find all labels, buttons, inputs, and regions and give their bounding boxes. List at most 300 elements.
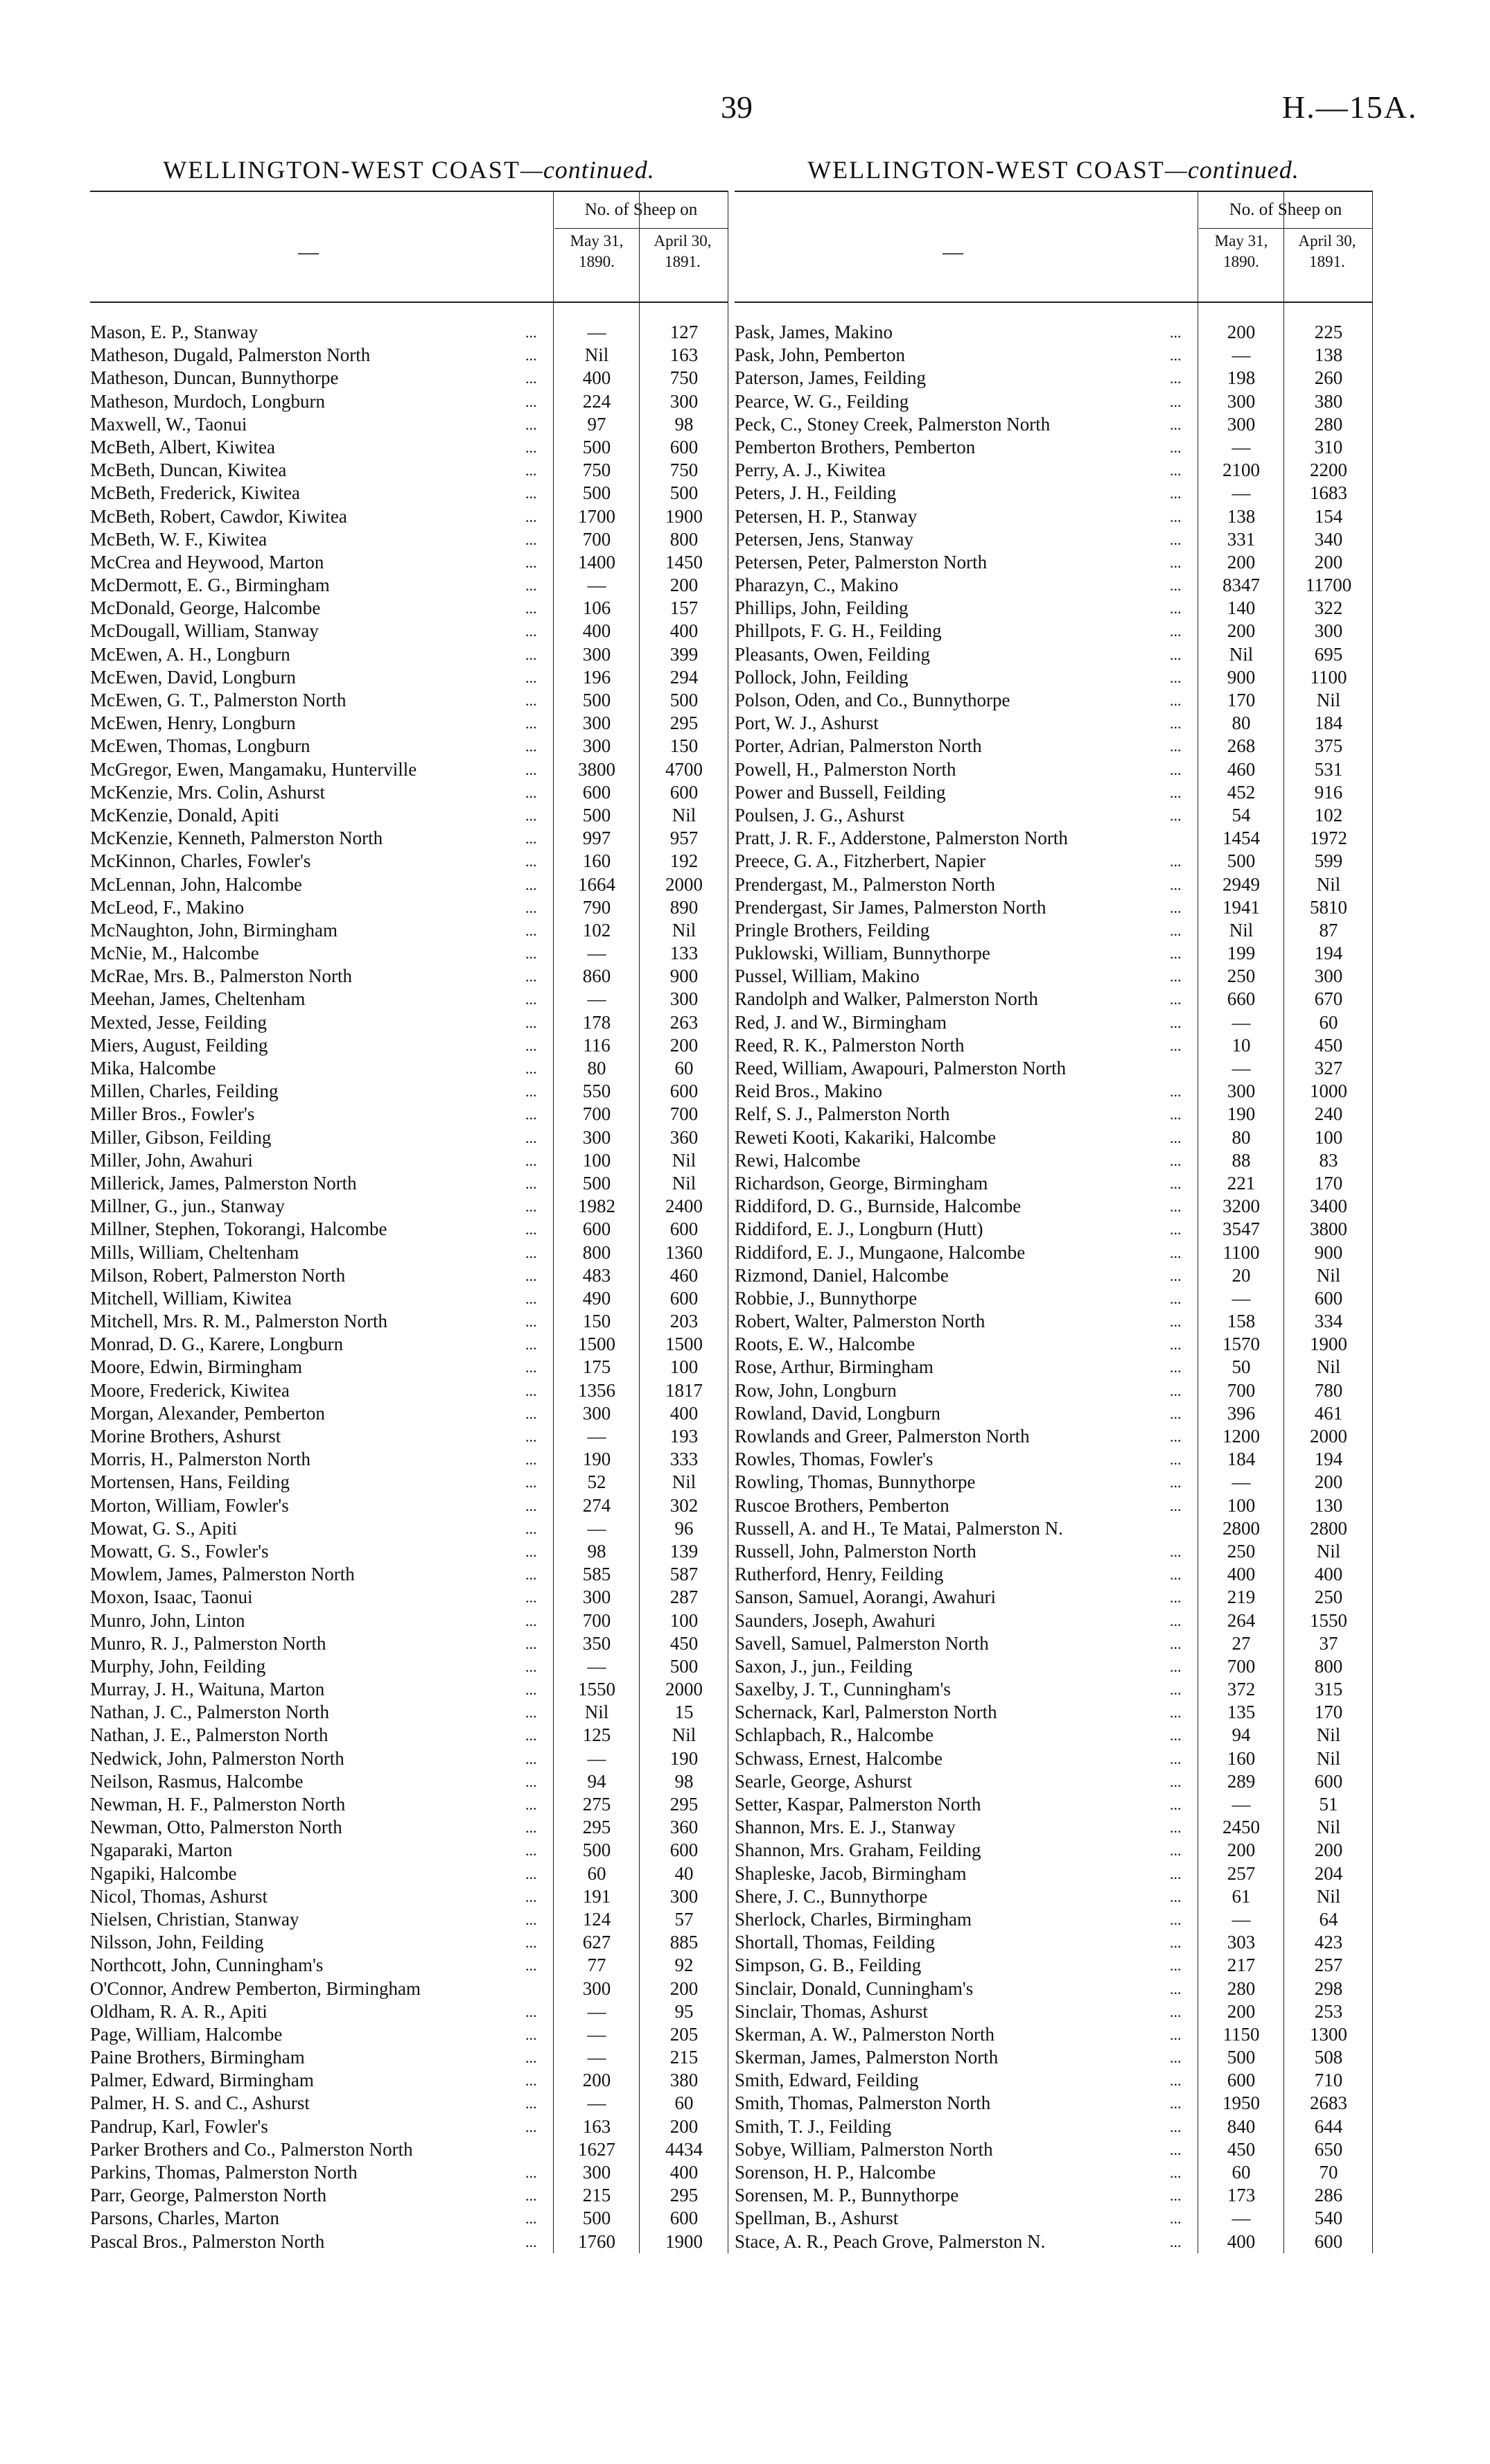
sheep-count-1890: 1950 xyxy=(1222,2092,1260,2114)
table-row xyxy=(90,344,728,367)
sheep-count-1890: 550 xyxy=(582,1081,611,1102)
sheep-count-1890: 452 xyxy=(1227,781,1256,803)
sheep-count-1891: 260 xyxy=(1314,367,1343,389)
sheep-count-1891: 225 xyxy=(1314,322,1343,342)
sheep-count-1890: 52 xyxy=(587,1471,606,1493)
sheep-count-1890: 135 xyxy=(1227,1702,1256,1723)
table-row xyxy=(735,1931,1372,1954)
sheep-count-1890: 1150 xyxy=(1222,2023,1260,2045)
owner-name: Miers, August, Feilding xyxy=(90,1034,268,1056)
owner-name: Moore, Edwin, Birmingham xyxy=(90,1356,302,1378)
table-row xyxy=(735,1379,1372,1402)
table-row xyxy=(735,1747,1372,1770)
owner-name: Setter, Kaspar, Palmerston North xyxy=(735,1794,981,1815)
owner-name: Millner, Stephen, Tokorangi, Halcombe xyxy=(90,1218,387,1240)
sheep-count-1891: 310 xyxy=(1314,436,1343,457)
leader-dots: ... xyxy=(525,347,537,365)
sheep-count-1891: 170 xyxy=(1314,1702,1343,1723)
table-row xyxy=(90,1080,728,1103)
owner-name: Newman, H. F., Palmerston North xyxy=(90,1794,346,1815)
table-row xyxy=(735,2138,1372,2161)
sheep-count-1890: 1200 xyxy=(1222,1426,1260,1447)
leader-dots: ... xyxy=(1170,1589,1182,1607)
leader-dots: ... xyxy=(1170,1910,1182,1928)
owner-name: Pussel, William, Makino xyxy=(735,965,920,987)
owner-name: Port, W. J., Ashurst xyxy=(735,713,879,734)
sheep-count-1890: 450 xyxy=(1227,2138,1256,2160)
sheep-count-1890: 600 xyxy=(1227,2070,1256,2091)
owner-name: Petersen, Jens, Stanway xyxy=(735,528,913,550)
leader-dots: ... xyxy=(525,806,537,824)
sheep-count-1891: 540 xyxy=(1314,2208,1343,2229)
leader-dots: ... xyxy=(525,1474,537,1492)
right-column xyxy=(735,149,1372,2253)
table-row xyxy=(735,1241,1372,1264)
table-row xyxy=(90,1885,728,1908)
owner-name: Munro, John, Linton xyxy=(90,1609,245,1631)
sheep-count-1890: — xyxy=(1232,1908,1251,1930)
table-row xyxy=(90,1287,728,1310)
leader-dots: ... xyxy=(1170,1174,1182,1192)
owner-name: Oldham, R. A. R., Apiti xyxy=(90,2000,268,2022)
table-row xyxy=(90,2000,728,2023)
sheep-count-1890: 1400 xyxy=(578,551,615,573)
table-row xyxy=(90,574,728,597)
sheep-count-1890: — xyxy=(1232,344,1251,366)
owner-name: Mika, Halcombe xyxy=(90,1058,216,1078)
leader-dots: ... xyxy=(1170,875,1182,893)
sheep-count-1891: 154 xyxy=(1314,505,1343,527)
leader-dots: ... xyxy=(525,1496,537,1514)
sheep-count-1890: 217 xyxy=(1227,1955,1256,1976)
sheep-count-1890: 1100 xyxy=(1222,1241,1260,1263)
sheep-count-1890: 860 xyxy=(582,965,611,987)
leader-dots: ... xyxy=(1170,1496,1182,1514)
table-row xyxy=(90,321,728,344)
sheep-count-1891: 670 xyxy=(1314,988,1343,1010)
sheep-count-1890: 500 xyxy=(1227,850,1256,872)
leader-dots: ... xyxy=(525,1589,537,1607)
leader-dots: ... xyxy=(1170,1198,1182,1216)
sheep-count-1890: 300 xyxy=(582,735,611,757)
leader-dots: ... xyxy=(525,2095,537,2113)
table-row xyxy=(735,1678,1372,1701)
sheep-count-1891: 193 xyxy=(669,1426,699,1447)
owner-name: Sherlock, Charles, Birmingham xyxy=(735,1908,972,1930)
leader-dots: ... xyxy=(1170,1313,1182,1331)
sheep-count-1891: Nil xyxy=(672,1149,696,1171)
table-row xyxy=(735,2115,1372,2138)
column-rule xyxy=(553,191,554,2253)
leader-dots: ... xyxy=(525,1013,537,1031)
owner-name: McKinnon, Charles, Fowler's xyxy=(90,850,311,872)
sheep-count-1891: 100 xyxy=(669,1609,699,1631)
sheep-count-1891: 204 xyxy=(1314,1862,1343,1884)
sheep-count-1890: — xyxy=(587,322,606,342)
table-row xyxy=(90,459,728,482)
sheep-count-1891: 250 xyxy=(1314,1587,1343,1608)
owner-name: Peck, C., Stoney Creek, Palmerston North xyxy=(735,413,1051,435)
owner-name: Moxon, Isaac, Taonui xyxy=(90,1587,253,1608)
leader-dots: ... xyxy=(525,1128,537,1146)
leader-dots: ... xyxy=(1170,2164,1182,2181)
sheep-count-1890: 102 xyxy=(582,919,611,941)
owner-name: Mexted, Jesse, Feilding xyxy=(90,1011,267,1033)
table-row xyxy=(735,1839,1372,1862)
sheep-count-1891: 194 xyxy=(1314,943,1343,964)
sheep-count-1891: 60 xyxy=(674,1058,694,1078)
sheep-count-1891: 2000 xyxy=(1310,1426,1347,1447)
sheep-count-1891: 334 xyxy=(1314,1311,1343,1332)
owner-name: Porter, Adrian, Palmerston North xyxy=(735,735,982,757)
table-row xyxy=(90,1563,728,1586)
owner-name: Puklowski, William, Bunnythorpe xyxy=(735,943,990,964)
table-row xyxy=(90,1724,728,1747)
table-row xyxy=(735,712,1372,735)
sheep-count-1891: 780 xyxy=(1314,1379,1343,1401)
owner-name: Sobye, William, Palmerston North xyxy=(735,2138,993,2160)
sheep-count-1891: Nil xyxy=(672,919,696,941)
leader-dots: ... xyxy=(1170,1634,1182,1652)
sheep-count-1890: 300 xyxy=(1227,1081,1256,1102)
sheep-count-1891: 280 xyxy=(1314,413,1343,435)
table-row xyxy=(90,1494,728,1517)
sheep-count-1891: 92 xyxy=(674,1955,694,1976)
sheep-count-1890: 500 xyxy=(582,690,611,710)
leader-dots: ... xyxy=(1170,1036,1182,1054)
table-row xyxy=(90,1908,728,1931)
table-row xyxy=(735,1103,1372,1126)
table-row xyxy=(90,827,728,850)
sheep-count-1891: 400 xyxy=(669,620,699,642)
table-row xyxy=(90,1931,728,1954)
owner-name: Ruscoe Brothers, Pemberton xyxy=(735,1494,949,1516)
table-row xyxy=(90,413,728,436)
sheep-count-1891: 184 xyxy=(1314,713,1343,734)
leader-dots: ... xyxy=(525,645,537,663)
leader-dots: ... xyxy=(525,484,537,503)
owner-name: Parr, George, Palmerston North xyxy=(90,2185,327,2206)
leader-dots: ... xyxy=(1170,1381,1182,1399)
leader-dots: ... xyxy=(1170,1819,1182,1837)
sheep-count-1890: 190 xyxy=(582,1449,611,1470)
sheep-count-1890: 1982 xyxy=(578,1196,615,1217)
sheep-count-1890: — xyxy=(587,575,606,596)
owner-name: Milson, Robert, Palmerston North xyxy=(90,1264,346,1286)
table-row xyxy=(90,436,728,459)
leader-dots: ... xyxy=(525,1887,537,1905)
table-row xyxy=(735,1471,1372,1494)
table-row xyxy=(90,1793,728,1816)
owner-name: Smith, Edward, Feilding xyxy=(735,2070,919,2091)
leader-dots: ... xyxy=(1170,645,1182,663)
sheep-count-1891: 130 xyxy=(1314,1494,1343,1516)
table-row xyxy=(90,781,728,804)
sheep-count-1891: 295 xyxy=(669,2185,699,2206)
leader-dots: ... xyxy=(525,369,537,387)
leader-dots: ... xyxy=(1170,462,1182,480)
table-row xyxy=(735,367,1372,390)
sheep-count-1891: 500 xyxy=(669,690,699,710)
owner-name: Rowles, Thomas, Fowler's xyxy=(735,1449,934,1470)
sheep-count-1890: 2450 xyxy=(1222,1817,1260,1838)
sheep-count-1891: 900 xyxy=(1314,1241,1343,1263)
owner-name: Paine Brothers, Birmingham xyxy=(90,2047,305,2068)
owner-name: Savell, Samuel, Palmerston North xyxy=(735,1632,989,1654)
table-row xyxy=(735,1540,1372,1563)
sheep-count-1890: 790 xyxy=(582,896,611,918)
sheep-count-1890: 215 xyxy=(582,2185,611,2206)
owner-name: McBeth, Duncan, Kiwitea xyxy=(90,460,287,481)
sheep-count-1890: 54 xyxy=(1232,804,1251,825)
leader-dots: ... xyxy=(1170,1657,1182,1675)
section-title-suffix: —continued. xyxy=(520,156,655,184)
leader-dots: ... xyxy=(1170,1566,1182,1584)
owner-name: Rose, Arthur, Birmingham xyxy=(735,1356,934,1378)
sheep-count-1891: 2000 xyxy=(665,1679,703,1700)
leader-dots: ... xyxy=(525,945,537,963)
leader-dots: ... xyxy=(1170,1358,1182,1377)
sheep-count-1890: 3800 xyxy=(578,758,615,780)
table-row xyxy=(735,896,1372,919)
table-row xyxy=(735,1701,1372,1724)
sheep-count-1891: Nil xyxy=(1316,690,1341,710)
leader-dots: ... xyxy=(1170,1474,1182,1492)
owner-name: Pandrup, Karl, Fowler's xyxy=(90,2115,268,2137)
table-row xyxy=(735,1724,1372,1747)
sheep-count-1891: 300 xyxy=(669,1885,699,1907)
table-row xyxy=(735,1655,1372,1678)
table-row xyxy=(735,781,1372,804)
leader-dots: ... xyxy=(525,1819,537,1837)
owner-name: Peters, J. H., Feilding xyxy=(735,482,897,504)
owner-name: Shapleske, Jacob, Birmingham xyxy=(735,1862,967,1884)
leader-dots: ... xyxy=(525,990,537,1008)
leader-dots: ... xyxy=(1170,898,1182,916)
column-header xyxy=(90,192,728,303)
sheep-count-1891: 102 xyxy=(1314,804,1343,825)
sheep-count-1890: 268 xyxy=(1227,735,1256,757)
table-row xyxy=(735,1034,1372,1057)
sheep-count-1891: 203 xyxy=(669,1311,699,1332)
table-row xyxy=(735,1057,1372,1080)
table-row xyxy=(735,2230,1372,2253)
sheep-count-1891: 710 xyxy=(1314,2070,1343,2091)
sheep-count-1890: — xyxy=(587,1747,606,1769)
section-title-text: WELLINGTON-WEST COAST xyxy=(807,156,1165,184)
leader-dots: ... xyxy=(525,875,537,893)
sheep-count-header: No. of Sheep on xyxy=(554,192,728,229)
sheep-count-1890: 275 xyxy=(582,1794,611,1815)
leader-dots: ... xyxy=(525,830,537,848)
table-row xyxy=(90,1264,728,1287)
leader-dots: ... xyxy=(525,1910,537,1928)
sheep-count-1891: 200 xyxy=(669,1034,699,1056)
leader-dots: ... xyxy=(1170,668,1182,686)
leader-dots: ... xyxy=(525,1404,537,1422)
leader-dots: ... xyxy=(1170,2117,1182,2135)
owner-name: Nathan, J. C., Palmerston North xyxy=(90,1702,329,1723)
sheep-count-1890: 331 xyxy=(1227,528,1256,550)
sheep-count-1891: 295 xyxy=(669,713,699,734)
leader-dots: ... xyxy=(525,668,537,686)
table-row xyxy=(735,965,1372,988)
owner-name: Mowat, G. S., Apiti xyxy=(90,1517,238,1539)
leader-dots: ... xyxy=(1170,1957,1182,1975)
leader-dots: ... xyxy=(1170,990,1182,1008)
sheep-count-1890: — xyxy=(587,2023,606,2045)
owner-name: Schlapbach, R., Halcombe xyxy=(735,1724,934,1746)
leader-dots: ... xyxy=(525,760,537,778)
leader-dots: ... xyxy=(525,2002,537,2020)
table-row xyxy=(735,2161,1372,2184)
sheep-count-1891: 360 xyxy=(669,1126,699,1148)
table-row xyxy=(90,919,728,942)
sheep-count-1890: — xyxy=(1232,1011,1251,1033)
leader-dots: ... xyxy=(525,577,537,595)
sheep-count-1891: 900 xyxy=(669,965,699,987)
table-row xyxy=(90,965,728,988)
leader-dots: ... xyxy=(525,737,537,755)
leader-dots: ... xyxy=(525,1313,537,1331)
sheep-count-1890: 125 xyxy=(582,1724,611,1746)
sheep-count-1891: 300 xyxy=(1314,620,1343,642)
sheep-count-1890: 198 xyxy=(1227,367,1256,389)
owner-name: Moore, Frederick, Kiwitea xyxy=(90,1379,290,1401)
leader-dots: ... xyxy=(525,1451,537,1469)
sheep-count-1891: 957 xyxy=(669,828,699,849)
leader-dots: ... xyxy=(525,1611,537,1629)
leader-dots: ... xyxy=(1170,1864,1182,1882)
owner-name: Schwass, Ernest, Halcombe xyxy=(735,1747,943,1769)
sheep-count-1890: 224 xyxy=(582,390,611,412)
owner-name: McKenzie, Kenneth, Palmerston North xyxy=(90,828,383,849)
owner-name: Stace, A. R., Peach Grove, Palmerston N. xyxy=(735,2230,1046,2252)
sheep-count-1890: 200 xyxy=(1227,1840,1256,1861)
table-row xyxy=(90,1701,728,1724)
owner-name: McGregor, Ewen, Mangamaku, Hunterville xyxy=(90,758,417,780)
owner-name: Millner, G., jun., Stanway xyxy=(90,1196,285,1217)
sheep-count-1890: 150 xyxy=(582,1311,611,1332)
sheep-count-1890: 158 xyxy=(1227,1311,1256,1332)
sheep-count-1891: 600 xyxy=(1314,1287,1343,1309)
sheep-count-1891: 600 xyxy=(669,436,699,457)
sheep-count-1890: 80 xyxy=(587,1058,606,1078)
sheep-count-1890: 116 xyxy=(583,1034,611,1056)
leader-dots: ... xyxy=(1170,1772,1182,1790)
owner-name: Polson, Oden, and Co., Bunnythorpe xyxy=(735,690,1010,710)
table-row xyxy=(90,1448,728,1471)
leader-dots: ... xyxy=(1170,600,1182,618)
sheep-count-1890: 138 xyxy=(1227,505,1256,527)
sheep-count-1890: 1570 xyxy=(1222,1334,1260,1355)
table-row xyxy=(735,827,1372,850)
leader-dots: ... xyxy=(525,1542,537,1560)
table-row xyxy=(735,1793,1372,1816)
sheep-count-1890: 300 xyxy=(582,1402,611,1424)
sheep-count-1891: 587 xyxy=(669,1564,699,1585)
leader-dots: ... xyxy=(525,1704,537,1722)
sheep-count-1890: 800 xyxy=(582,1241,611,1263)
leader-dots: ... xyxy=(525,600,537,618)
sheep-count-1890: 98 xyxy=(587,1540,606,1562)
owner-name: Phillips, John, Feilding xyxy=(735,597,909,619)
name-column-dash: — xyxy=(943,241,963,263)
owner-name: Prendergast, Sir James, Palmerston North xyxy=(735,896,1046,918)
sheep-count-1891: 1500 xyxy=(665,1334,703,1355)
table-row xyxy=(735,436,1372,459)
table-row xyxy=(735,2069,1372,2092)
table-row xyxy=(735,850,1372,873)
sheep-count-1890: Nil xyxy=(1229,919,1254,941)
sheep-count-1891: 98 xyxy=(674,413,694,435)
leader-dots: ... xyxy=(525,1634,537,1652)
leader-dots: ... xyxy=(1170,530,1182,548)
owner-name: Parker Brothers and Co., Palmerston North xyxy=(90,2138,413,2160)
table-row xyxy=(90,1471,728,1494)
leader-dots: ... xyxy=(525,1198,537,1216)
leader-dots: ... xyxy=(1170,2140,1182,2158)
sheep-count-1890: — xyxy=(1232,1794,1251,1815)
sheep-count-1891: 450 xyxy=(669,1632,699,1654)
sheep-count-1890: 350 xyxy=(582,1632,611,1654)
owner-name: Smith, T. J., Feilding xyxy=(735,2115,892,2137)
table-row xyxy=(90,2023,728,2046)
table-row xyxy=(735,1563,1372,1586)
sheep-count-1891: 1000 xyxy=(1310,1081,1347,1102)
table-row xyxy=(735,1333,1372,1356)
sheep-count-1890: — xyxy=(1232,482,1251,504)
owner-name: O'Connor, Andrew Pemberton, Birmingham xyxy=(90,1977,421,1999)
owner-name: Meehan, James, Cheltenham xyxy=(90,988,306,1010)
leader-dots: ... xyxy=(1170,2072,1182,2090)
sheep-count-1890: — xyxy=(1232,436,1251,457)
sheep-count-1890: 303 xyxy=(1227,1932,1256,1953)
owner-name: Phillpots, F. G. H., Feilding xyxy=(735,620,942,642)
sheep-count-1890: 460 xyxy=(1227,758,1256,780)
leader-dots: ... xyxy=(525,1957,537,1975)
sheep-count-1890: 700 xyxy=(1227,1379,1256,1401)
sheep-count-1890: 600 xyxy=(582,781,611,803)
table-row xyxy=(90,712,728,735)
sheep-count-1891: 70 xyxy=(1319,2162,1338,2183)
sheep-count-1890: — xyxy=(1232,2208,1251,2229)
leader-dots: ... xyxy=(1170,1542,1182,1560)
table-row xyxy=(735,873,1372,896)
sheep-count-1891: 200 xyxy=(1314,1471,1343,1493)
sheep-count-1891: Nil xyxy=(672,804,696,825)
leader-dots: ... xyxy=(525,1266,537,1284)
leader-dots: ... xyxy=(1170,853,1182,871)
owner-name: McRae, Mrs. B., Palmerston North xyxy=(90,965,352,987)
owner-name: McBeth, Frederick, Kiwitea xyxy=(90,482,300,504)
section-title xyxy=(735,149,1372,191)
table-row xyxy=(735,1885,1372,1908)
sheep-count-1890: 500 xyxy=(582,804,611,825)
table-row xyxy=(735,1862,1372,1885)
leader-dots: ... xyxy=(1170,2002,1182,2020)
sheep-count-1891: 500 xyxy=(669,482,699,504)
sheep-count-1890: 500 xyxy=(582,482,611,504)
table-row xyxy=(735,735,1372,758)
table-row xyxy=(735,459,1372,482)
sheep-count-1891: 1972 xyxy=(1310,828,1347,849)
sheep-count-1891: 5810 xyxy=(1310,896,1347,918)
sheep-count-1890: 300 xyxy=(582,1587,611,1608)
sheep-count-1891: 916 xyxy=(1314,781,1343,803)
leader-dots: ... xyxy=(1170,1887,1182,1905)
sheep-count-1891: 800 xyxy=(669,528,699,550)
